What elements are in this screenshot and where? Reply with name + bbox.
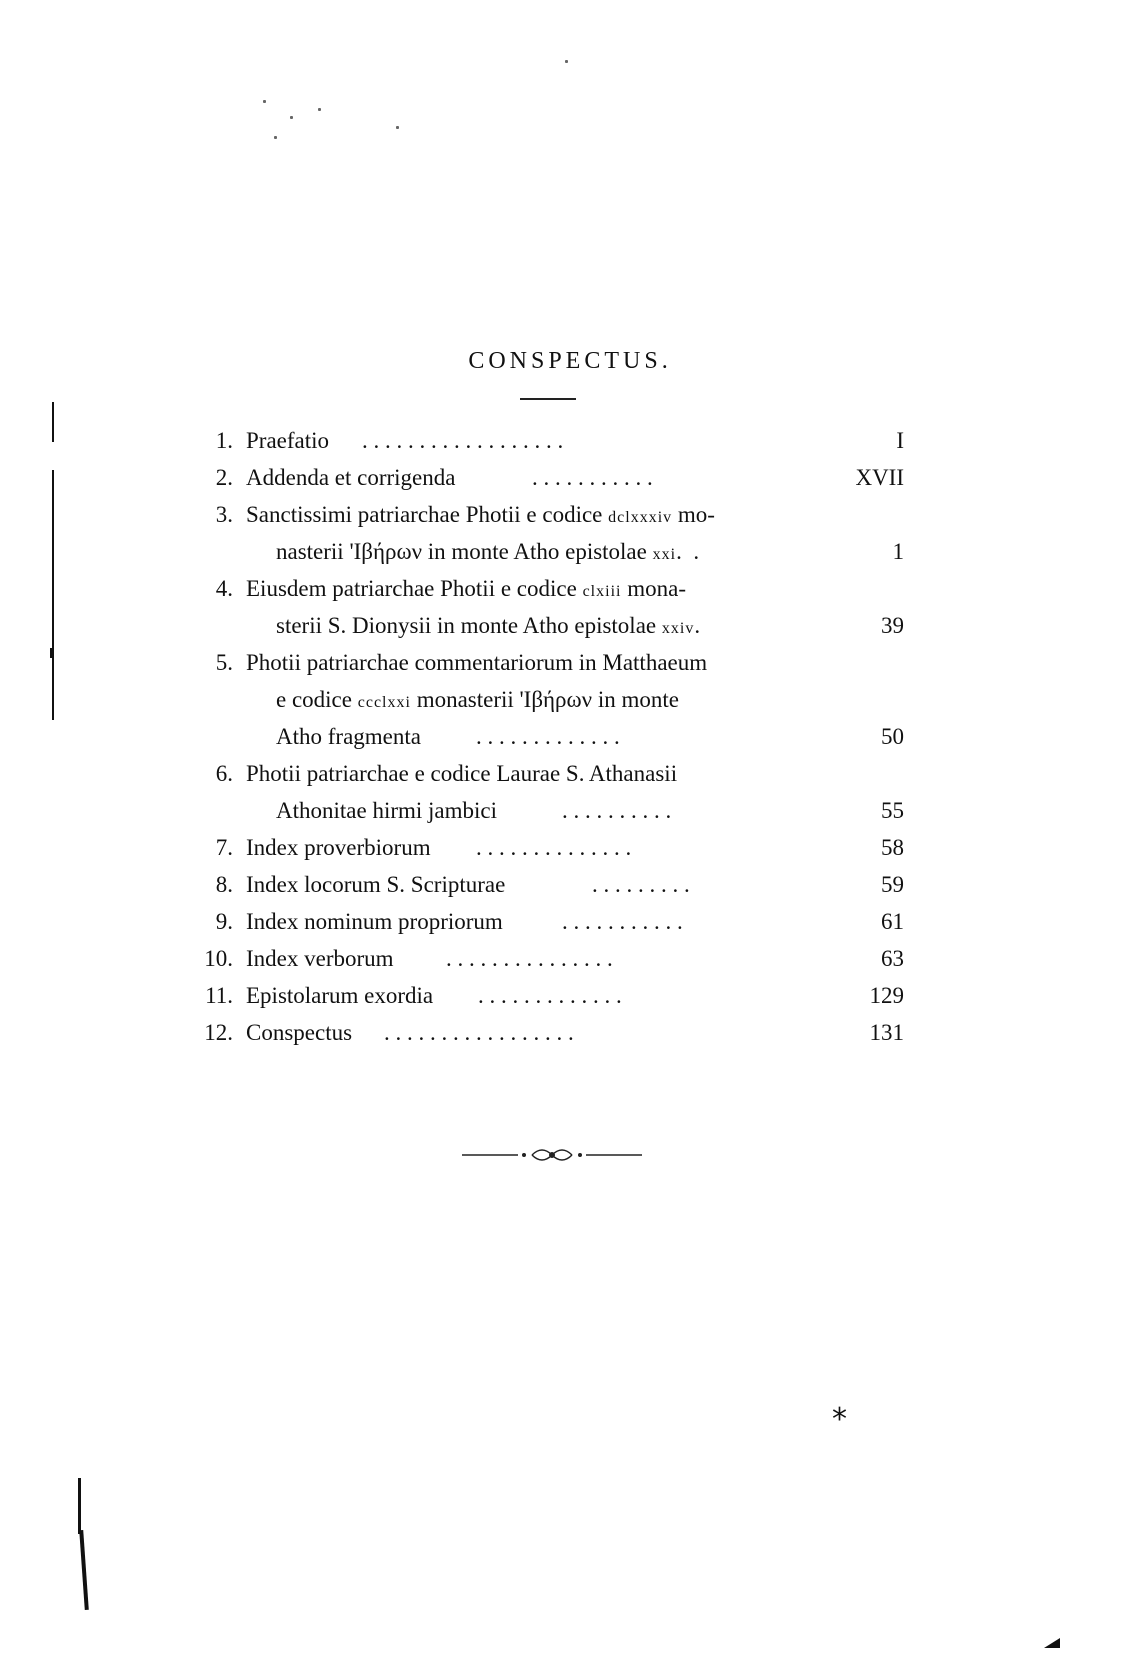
entry-title: Conspectus (246, 1020, 353, 1045)
entry-title: Photii patriarchae commentariorum in Matthaeum (246, 650, 708, 675)
speck (318, 108, 321, 111)
entry-title-text: monasterii 'Ιβήρων in monte (416, 687, 679, 712)
entry-title-text: nasterii 'Ιβήρων in monte Atho epistolae (276, 539, 647, 564)
page-title: CONSPECTUS. (468, 348, 672, 374)
entry-page: 131 (869, 1020, 904, 1045)
entry-title-text: Sanctissimi patriarchae Photii e codice (246, 502, 603, 527)
leader-dots: . . . . . . . . . (592, 872, 690, 897)
margin-mark (78, 1478, 81, 1534)
leader-dots: . . . . . . . . . . . (532, 465, 653, 490)
toc-entry (0, 459, 1140, 496)
entry-page: 58 (881, 835, 904, 860)
entry-title: Praefatio (246, 428, 330, 453)
toc-entry (0, 829, 1140, 866)
speck (263, 100, 266, 103)
toc-entry (0, 496, 1140, 533)
entry-title (246, 496, 715, 536)
entry-title-text: mona- (627, 576, 686, 601)
leader-dots: . . . . . . . . . . . . . (478, 983, 622, 1008)
leader-dots: . . . . . . . . . . . . . . . (446, 946, 613, 971)
toc-entry-continuation (0, 533, 1140, 570)
ornament-divider-icon (462, 1143, 642, 1167)
leader-dots: . . . . . . . . . . . . . . . . . . (362, 428, 564, 453)
entry-number: 6. (215, 761, 233, 786)
entry-page: 1 (892, 539, 904, 564)
entry-title: Athonitae hirmi jambici (276, 798, 498, 823)
epistle-count: xxiv (661, 620, 695, 637)
toc-entry (0, 903, 1140, 940)
codex-number: dclxxxiv (608, 509, 673, 526)
entry-title: Index nominum propriorum (246, 909, 503, 934)
speck (565, 60, 568, 63)
toc-entry-continuation (0, 681, 1140, 718)
leader-dots: . (694, 613, 701, 638)
toc-entry (0, 644, 1140, 681)
entry-page: 50 (881, 724, 904, 749)
leader-dots: . . . . . . . . . . (562, 798, 672, 823)
toc-entry (0, 755, 1140, 792)
codex-number: ccclxxi (357, 694, 411, 711)
entry-number: 5. (215, 650, 233, 675)
title-rule (520, 398, 576, 400)
speck (290, 116, 293, 119)
leader-dots: . . . . . . . . . . . . . . . . . (384, 1020, 574, 1045)
toc-entry (0, 570, 1140, 607)
entry-title: Addenda et corrigenda (246, 465, 456, 490)
entry-title: Index locorum S. Scripturae (246, 872, 506, 897)
signature-mark: * (832, 1402, 847, 1437)
entry-page: 129 (869, 983, 904, 1008)
entry-page: 55 (881, 798, 904, 823)
leader-dots: . . (676, 539, 700, 564)
entry-number: 11. (205, 983, 233, 1008)
entry-title-text: mo- (677, 502, 715, 527)
toc-entry (0, 866, 1140, 903)
toc-entry (0, 977, 1140, 1014)
entry-title: Photii patriarchae e codice Laurae S. Athanasii (246, 761, 678, 786)
epistle-count: xxi (652, 546, 677, 563)
entry-title-text: e codice (276, 687, 352, 712)
toc-entry (0, 940, 1140, 977)
entry-number: 2. (215, 465, 233, 490)
entry-title: Index proverbiorum (246, 835, 431, 860)
toc-entry-continuation (0, 607, 1140, 644)
entry-title (246, 570, 686, 610)
margin-mark (79, 1530, 89, 1610)
entry-number: 1. (215, 428, 233, 453)
entry-page: 39 (881, 613, 904, 638)
entry-page: XVII (855, 465, 904, 490)
entry-number: 4. (215, 576, 233, 601)
leader-dots: . . . . . . . . . . . (562, 909, 683, 934)
speck (396, 126, 399, 129)
entry-title-text: Eiusdem patriarchae Photii e codice (246, 576, 577, 601)
entry-number: 12. (204, 1020, 233, 1045)
entry-page: 59 (881, 872, 904, 897)
leader-dots: . . . . . . . . . . . . . . (476, 835, 632, 860)
toc-entry (0, 1014, 1140, 1051)
entry-title: Atho fragmenta (276, 724, 421, 749)
entry-title (276, 607, 700, 647)
toc-entry-continuation (0, 718, 1140, 755)
entry-page: I (896, 428, 904, 453)
entry-page: 63 (881, 946, 904, 971)
entry-title-text: sterii S. Dionysii in monte Atho epistolae (276, 613, 657, 638)
entry-title: Epistolarum exordia (246, 983, 434, 1008)
entry-number: 9. (215, 909, 233, 934)
entry-number: 3. (215, 502, 233, 527)
codex-number: clxiii (582, 583, 622, 600)
speck (274, 136, 277, 139)
entry-title (276, 681, 679, 721)
corner-mark (1044, 1638, 1060, 1648)
entry-title: Index verborum (246, 946, 394, 971)
toc-entry (0, 422, 1140, 459)
entry-page: 61 (881, 909, 904, 934)
entry-title (276, 533, 699, 573)
leader-dots: . . . . . . . . . . . . . (476, 724, 620, 749)
toc-entry-continuation (0, 792, 1140, 829)
entry-number: 10. (204, 946, 233, 971)
entry-number: 7. (215, 835, 233, 860)
entry-number: 8. (215, 872, 233, 897)
